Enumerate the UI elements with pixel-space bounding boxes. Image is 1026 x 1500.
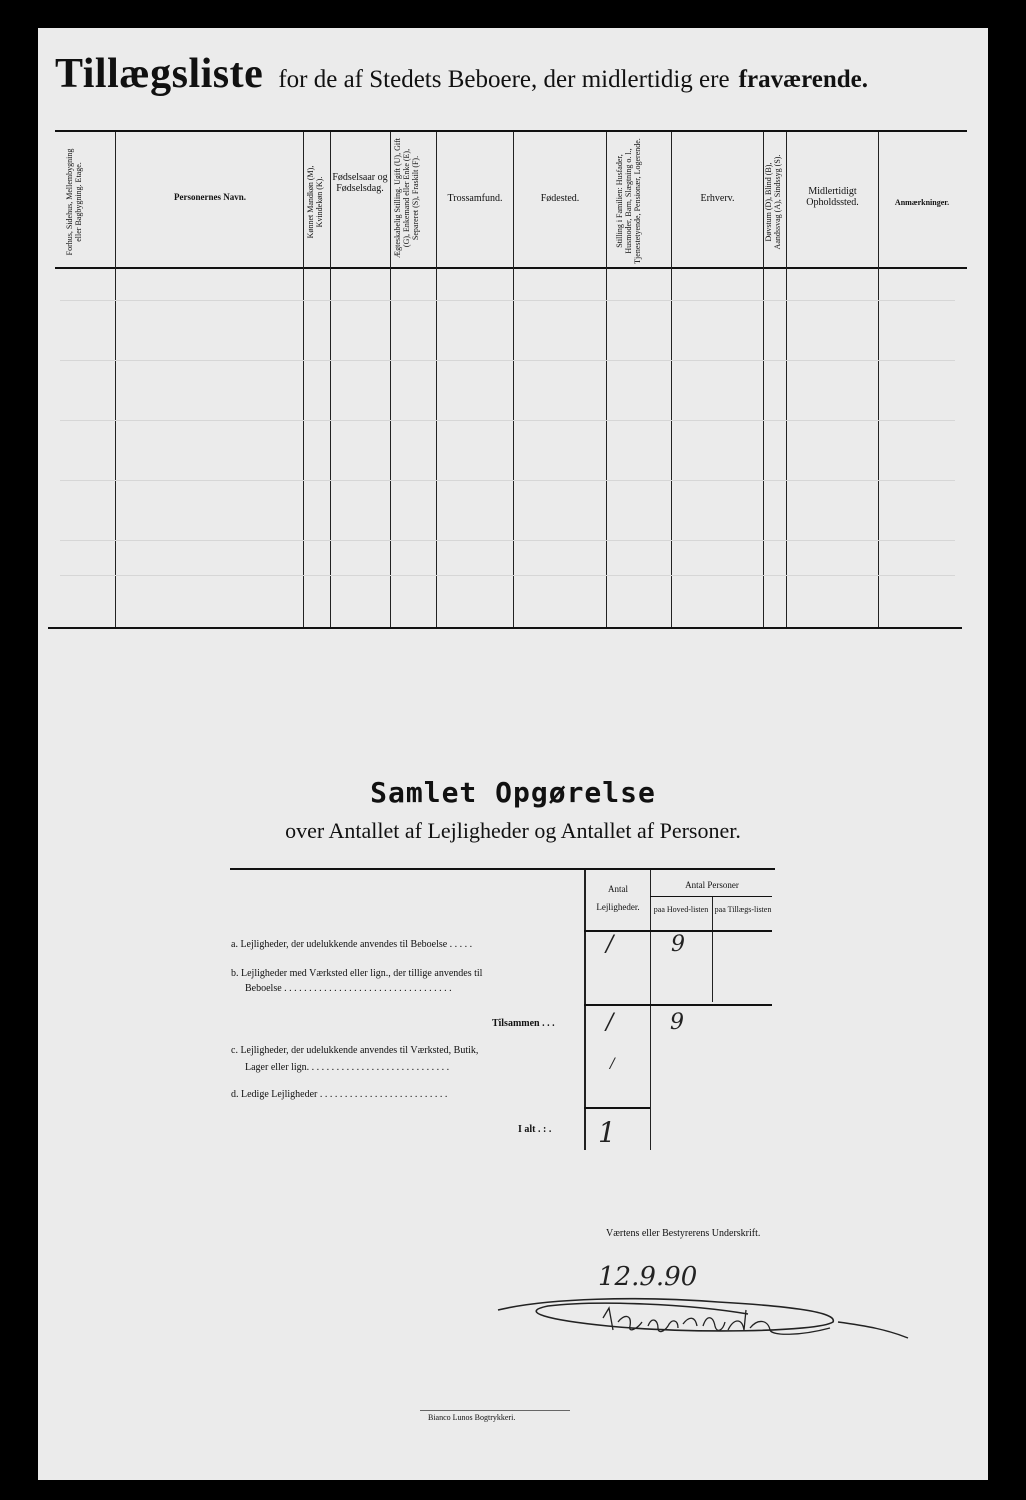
summary-head-lejligheder: Lejligheder. — [596, 902, 640, 912]
title-rest: for de af Stedets Beboere, der midlertidig ere — [278, 66, 730, 93]
header-occupation: Erhverv. — [700, 193, 735, 204]
header-disability: Døvstum (D), Blind (B), Aandssvag (A), Sindssyg (S). — [764, 154, 782, 250]
table-top-rule — [55, 130, 967, 132]
value-tilsammen-lejligheder: / — [606, 1010, 614, 1035]
handwritten-signature — [488, 1296, 918, 1356]
title-bold-word: fraværende. — [738, 66, 869, 93]
header-person-name: Personernes Navn. — [174, 192, 246, 202]
summary-subhead-rule — [650, 896, 772, 897]
summary-title: Samlet Opgørelse — [370, 776, 656, 809]
row-c-label-1: c. Lejligheder, der udelukkende anvendes til Værksted, Butik, — [231, 1045, 479, 1056]
row-a-label: a. Lejligheder, der udelukkende anvendes til Beboelse . . . . . — [231, 939, 473, 950]
col-line — [671, 132, 672, 627]
col-line — [436, 132, 437, 627]
summary-total-rule — [584, 1107, 650, 1109]
ruled-row — [60, 360, 955, 361]
summary-head-tillaeg: paa Tillægs-listen — [714, 905, 772, 914]
form-title — [55, 50, 955, 98]
summary-col-line — [650, 870, 651, 1150]
summary-top-rule — [230, 868, 775, 870]
header-birth: Fødselsaar og Fødselsdag. — [332, 172, 388, 194]
summary-subtotal-rule — [584, 1004, 772, 1006]
ruled-row — [60, 480, 955, 481]
header-remarks: Anmærkninger. — [894, 198, 950, 207]
ruled-row — [60, 420, 955, 421]
title-main: Tillægsliste — [55, 51, 264, 97]
row-i-alt-label: I alt . : . — [518, 1124, 552, 1135]
printer-credit: Bianco Lunos Bogtrykkeri. — [428, 1413, 516, 1422]
row-tilsammen-label: Tilsammen . . . — [492, 1018, 555, 1029]
col-line — [303, 132, 304, 627]
table-header-rule — [55, 267, 967, 269]
ruled-row — [60, 300, 955, 301]
value-c-lejligheder: / — [610, 1056, 615, 1072]
summary-subtitle: over Antallet af Lejligheder og Antallet af Personer. — [285, 818, 741, 843]
value-a-hovedliste: 9 — [671, 932, 685, 957]
row-b-label-2: Beboelse . . . . . . . . . . . . . . . . . . . . . . . . . . . . . . . . . . — [245, 983, 452, 994]
summary-head-hoved: paa Hoved-listen — [653, 905, 709, 914]
value-a-lejligheder: / — [606, 932, 614, 957]
value-tilsammen-hovedliste: 9 — [670, 1010, 684, 1035]
col-line — [390, 132, 391, 627]
ruled-row — [60, 575, 955, 576]
row-b-label-1: b. Lejligheder med Værksted eller lign., der tillige anvendes til — [231, 968, 483, 979]
table-bottom-rule — [48, 627, 962, 629]
header-marital: Ægteskabelig Stilling. Ugift (U), Gift (G), Enkemand eller Enke (E), Separeret (S), Fraskilt (F). — [393, 138, 420, 258]
row-d-label: d. Ledige Lejligheder . . . . . . . . . . . . . . . . . . . . . . . . . . — [231, 1089, 448, 1100]
header-family-position: Stilling i Familien: Husfader, Husmoder, Barn, Slægtning o. l., Tjenestetyende, Pensionær, Logerende. — [615, 138, 642, 264]
summary-col-line — [712, 896, 713, 1002]
row-c-label-2: Lager eller lign. . . . . . . . . . . . . . . . . . . . . . . . . . . . . — [245, 1062, 450, 1073]
header-religion: Trossamfund. — [447, 193, 503, 204]
ruled-row — [60, 540, 955, 541]
header-birthplace: Fødested. — [540, 193, 580, 204]
col-line — [606, 132, 607, 627]
signature-date: 12.9.90 — [598, 1262, 698, 1292]
col-line — [115, 132, 116, 627]
summary-head-antal-personer: Antal Personer — [685, 880, 739, 890]
value-i-alt: 1 — [598, 1116, 616, 1149]
col-line — [330, 132, 331, 627]
signature-label: Værtens eller Bestyrerens Underskrift. — [606, 1228, 761, 1239]
col-line — [513, 132, 514, 627]
summary-head-antal: Antal — [608, 884, 628, 894]
header-building-floor: Forhus, Sidehus, Mellembygning eller Bagbygning. Etage. — [65, 148, 83, 256]
printer-rule — [420, 1410, 570, 1411]
header-temporary-residence: Midlertidigt Opholdssted. — [806, 186, 859, 208]
header-sex: Kønnet Mandkøn (M), Kvindekøn (K). — [306, 165, 324, 239]
